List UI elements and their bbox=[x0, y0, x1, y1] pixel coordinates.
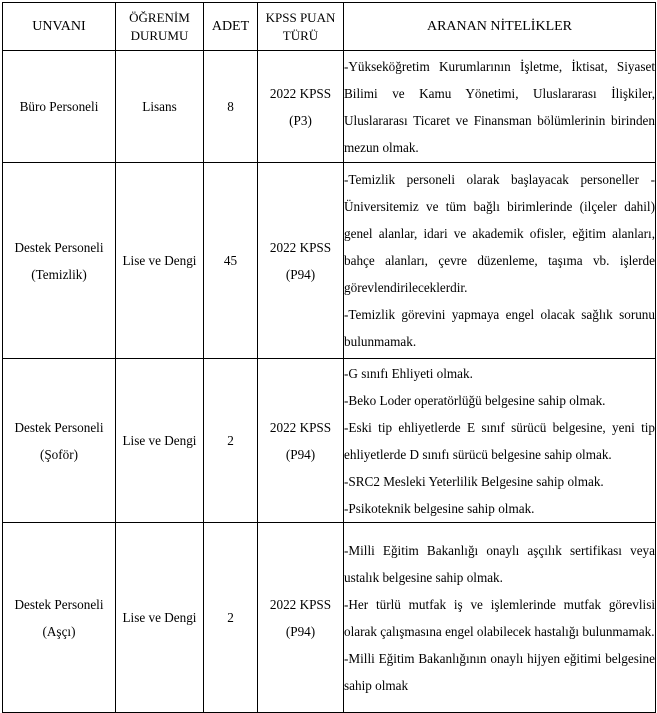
table-body bbox=[3, 51, 656, 713]
table-row bbox=[3, 523, 656, 713]
header-unvan: UNVANI bbox=[3, 3, 116, 51]
header-nitelikler: ARANAN NİTELİKLER bbox=[344, 3, 656, 51]
puan-line: 2022 KPSS bbox=[269, 239, 332, 255]
cell-unvan bbox=[3, 51, 116, 163]
cell-nitelikler bbox=[344, 359, 656, 523]
puan-line: 2022 KPSS bbox=[269, 85, 332, 101]
puan-line: 2022 KPSS bbox=[269, 596, 332, 612]
cell-puan bbox=[258, 51, 344, 163]
unvan-line: (Temizlik) bbox=[31, 266, 87, 282]
unvan-line: Destek Personeli bbox=[14, 596, 104, 612]
unvan-line: Büro Personeli bbox=[19, 99, 99, 114]
cell-unvan bbox=[3, 163, 116, 359]
cell-puan bbox=[258, 163, 344, 359]
cell-ogrenim: Lise ve Dengi bbox=[116, 359, 204, 523]
puan-line: (P94) bbox=[285, 623, 316, 639]
nitelik-item: -Beko Loder operatörlüğü belgesine sahip olmak. bbox=[344, 392, 606, 408]
cell-nitelikler bbox=[344, 523, 656, 713]
nitelik-item: -Milli Eğitim Bakanlığının onaylı hijyen eğitimi belgesine sahip olmak bbox=[344, 650, 655, 693]
unvan-line: Destek Personeli bbox=[14, 239, 104, 255]
nitelik-item: -Milli Eğitim Bakanlığı onaylı aşçılık sertifikası veya ustalık belgesine sahip olmak. bbox=[344, 542, 655, 585]
cell-adet: 45 bbox=[204, 163, 258, 359]
cell-unvan bbox=[3, 359, 116, 523]
cell-adet: 2 bbox=[204, 359, 258, 523]
recruitment-table bbox=[2, 2, 656, 713]
cell-nitelikler bbox=[344, 51, 656, 163]
nitelik-item: -Temizlik görevini yapmaya engel olacak sağlık sorunu bulunmamak. bbox=[344, 307, 655, 349]
cell-ogrenim: Lisans bbox=[116, 51, 204, 163]
puan-line: (P3) bbox=[289, 112, 312, 128]
header-ogrenim bbox=[116, 3, 204, 51]
header-adet: ADET bbox=[204, 3, 258, 51]
unvan-line: (Şoför) bbox=[39, 446, 79, 462]
cell-ogrenim: Lise ve Dengi bbox=[116, 523, 204, 713]
cell-nitelikler bbox=[344, 163, 656, 359]
table-row bbox=[3, 163, 656, 359]
header-ogrenim-line1: ÖĞRENİM bbox=[129, 9, 190, 25]
unvan-line: (Aşçı) bbox=[42, 623, 76, 639]
puan-line: (P94) bbox=[285, 266, 316, 282]
nitelik-item: -Yükseköğretim Kurumlarının İşletme, İktisat, Siyaset Bilimi ve Kamu Yönetimi, Uluslararası İlişkiler, Uluslararası Ticaret ve Finansman bölümlerinin birinden mezun olmak. bbox=[344, 58, 655, 155]
header-puan bbox=[258, 3, 344, 51]
table-row bbox=[3, 359, 656, 523]
nitelik-item: -Eski tip ehliyetlerde E sınıf sürücü belgesine, yeni tip ehliyetlerde D sınıfı sürücü belgesine sahip olmak. bbox=[344, 419, 655, 462]
nitelik-item: -G sınıfı Ehliyeti olmak. bbox=[344, 365, 473, 381]
cell-ogrenim: Lise ve Dengi bbox=[116, 163, 204, 359]
puan-line: 2022 KPSS bbox=[269, 419, 332, 435]
table-row bbox=[3, 51, 656, 163]
cell-adet: 8 bbox=[204, 51, 258, 163]
nitelik-item: -Her türlü mutfak iş ve işlemlerinde mutfak görevlisi olarak çalışmasına engel olabilecek hastalığı bulunmamak. bbox=[344, 596, 655, 639]
puan-line: (P94) bbox=[285, 446, 316, 462]
table-header-row bbox=[3, 3, 656, 51]
cell-adet: 2 bbox=[204, 523, 258, 713]
header-ogrenim-line2: DURUMU bbox=[130, 27, 189, 43]
nitelik-item: -Temizlik personeli olarak başlayacak personeller - Üniversitemiz ve tüm bağlı birimlerinde (ilçeler dahil) genel alanlar, idari ve akademik ofisler, eğitim alanları, bahçe alanları, çevre düzenleme, taşıma vb. işlerde görevlendirileceklerdir. bbox=[344, 172, 655, 295]
nitelik-item: -Psikoteknik belgesine sahip olmak. bbox=[344, 500, 535, 516]
cell-unvan bbox=[3, 523, 116, 713]
cell-puan bbox=[258, 359, 344, 523]
cell-puan bbox=[258, 523, 344, 713]
header-puan-line1: KPSS PUAN bbox=[265, 9, 336, 25]
header-puan-line2: TÜRÜ bbox=[282, 27, 319, 43]
nitelik-item: -SRC2 Mesleki Yeterlilik Belgesine sahip olmak. bbox=[344, 473, 604, 489]
unvan-line: Destek Personeli bbox=[14, 419, 104, 435]
